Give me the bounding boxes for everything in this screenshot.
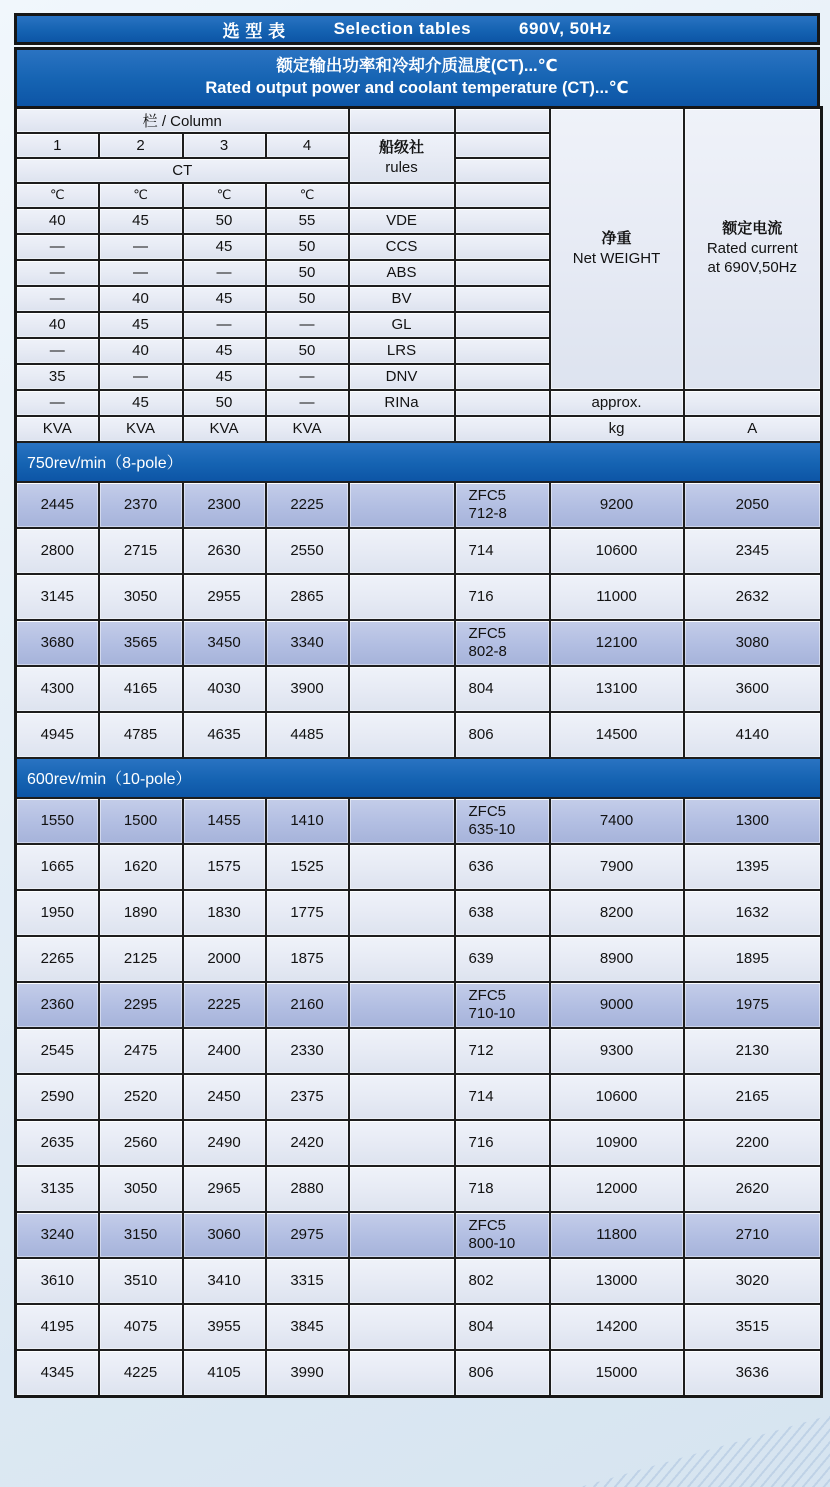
corner-hatch-decoration bbox=[580, 1415, 830, 1487]
kva-value-cell: 2560 bbox=[99, 1120, 183, 1166]
rules-col-blank-cell bbox=[349, 1028, 455, 1074]
section-band-row bbox=[16, 442, 822, 482]
kva-unit-cell: KVA bbox=[183, 416, 266, 442]
kva-value-cell: 2550 bbox=[266, 528, 349, 574]
column-number-cell: 3 bbox=[183, 133, 266, 158]
temp-cell: — bbox=[99, 364, 183, 390]
data-row bbox=[16, 982, 822, 1028]
class-rules-zh: 船级社 bbox=[379, 139, 425, 157]
net-weight-cell: 8200 bbox=[550, 890, 684, 936]
rules-col-blank-cell bbox=[349, 982, 455, 1028]
net-weight-cell: 8900 bbox=[550, 936, 684, 982]
data-row bbox=[16, 666, 822, 712]
kva-value-cell: 3410 bbox=[183, 1258, 266, 1304]
section-band-label: 750rev/min（8-pole） bbox=[16, 442, 822, 482]
kva-value-cell: 4785 bbox=[99, 712, 183, 758]
model-cell bbox=[455, 712, 550, 758]
model-line: ZFC5 bbox=[468, 487, 507, 505]
kva-value-cell: 2955 bbox=[183, 574, 266, 620]
society-rule-cell: ABS bbox=[349, 260, 455, 286]
kva-value-cell: 4075 bbox=[99, 1304, 183, 1350]
model-line: 712 bbox=[468, 1041, 494, 1059]
column-group-label: 栏 / Column bbox=[16, 107, 349, 133]
data-row bbox=[16, 1028, 822, 1074]
rated-current-cell: 2165 bbox=[684, 1074, 822, 1120]
society-temp-row bbox=[16, 390, 822, 416]
selection-table-page bbox=[14, 13, 820, 1398]
net-weight-cell: 12100 bbox=[550, 620, 684, 666]
temp-cell: 50 bbox=[183, 390, 266, 416]
kva-value-cell: 2880 bbox=[266, 1166, 349, 1212]
rated-current-en2: at 690V,50Hz bbox=[707, 259, 798, 277]
model-cell bbox=[455, 890, 550, 936]
kva-value-cell: 4485 bbox=[266, 712, 349, 758]
temp-cell: 50 bbox=[266, 286, 349, 312]
rated-current-cell: 3515 bbox=[684, 1304, 822, 1350]
model-line: ZFC5 bbox=[468, 803, 507, 821]
model-col-blank-cell bbox=[455, 416, 550, 442]
model-line: 714 bbox=[468, 1087, 494, 1105]
rated-current-cell: 3080 bbox=[684, 620, 822, 666]
model-line: 806 bbox=[468, 1363, 494, 1381]
rules-col-blank-cell bbox=[349, 1212, 455, 1258]
data-row bbox=[16, 1258, 822, 1304]
net-weight-cell: 15000 bbox=[550, 1350, 684, 1397]
data-row bbox=[16, 798, 822, 844]
model-cell bbox=[455, 1350, 550, 1397]
net-weight-en: Net WEIGHT bbox=[572, 249, 661, 267]
net-weight-cell: 7900 bbox=[550, 844, 684, 890]
temp-cell: — bbox=[183, 260, 266, 286]
temp-cell: — bbox=[266, 312, 349, 338]
rules-col-blank-cell bbox=[349, 1166, 455, 1212]
temp-cell: — bbox=[99, 234, 183, 260]
temp-cell: 45 bbox=[183, 338, 266, 364]
rules-col-blank-cell bbox=[349, 844, 455, 890]
temp-cell: 55 bbox=[266, 208, 349, 234]
temp-cell: 45 bbox=[183, 234, 266, 260]
model-line: 638 bbox=[468, 903, 494, 921]
rated-current-cell: 2620 bbox=[684, 1166, 822, 1212]
kva-value-cell: 2420 bbox=[266, 1120, 349, 1166]
temp-cell: 45 bbox=[99, 312, 183, 338]
data-row bbox=[16, 482, 822, 528]
kva-value-cell: 3150 bbox=[99, 1212, 183, 1258]
current-blank-cell bbox=[684, 390, 822, 416]
kva-value-cell: 3145 bbox=[16, 574, 99, 620]
data-row bbox=[16, 936, 822, 982]
kva-value-cell: 2360 bbox=[16, 982, 99, 1028]
temp-cell: — bbox=[99, 260, 183, 286]
net-weight-cell: 10900 bbox=[550, 1120, 684, 1166]
kva-value-cell: 4945 bbox=[16, 712, 99, 758]
model-line: 802-8 bbox=[468, 642, 507, 660]
kva-value-cell: 2975 bbox=[266, 1212, 349, 1258]
net-weight-cell: 9000 bbox=[550, 982, 684, 1028]
kva-value-cell: 3315 bbox=[266, 1258, 349, 1304]
kva-value-cell: 3135 bbox=[16, 1166, 99, 1212]
kva-value-cell: 4635 bbox=[183, 712, 266, 758]
rules-col-blank-cell bbox=[349, 1350, 455, 1397]
kva-value-cell: 4195 bbox=[16, 1304, 99, 1350]
kva-unit-row bbox=[16, 416, 822, 442]
data-row bbox=[16, 1166, 822, 1212]
model-line: 804 bbox=[468, 1317, 494, 1335]
model-line: 712-8 bbox=[468, 504, 507, 522]
kva-value-cell: 3680 bbox=[16, 620, 99, 666]
net-weight-cell: 9200 bbox=[550, 482, 684, 528]
society-rule-cell: VDE bbox=[349, 208, 455, 234]
celsius-unit-cell: ℃ bbox=[266, 183, 349, 208]
rated-current-cell: 1975 bbox=[684, 982, 822, 1028]
model-col-blank-cell bbox=[455, 364, 550, 390]
data-row bbox=[16, 620, 822, 666]
amp-unit-cell: A bbox=[684, 416, 822, 442]
kva-value-cell: 3050 bbox=[99, 1166, 183, 1212]
model-line: ZFC5 bbox=[468, 987, 507, 1005]
model-line: 636 bbox=[468, 857, 494, 875]
kva-value-cell: 1620 bbox=[99, 844, 183, 890]
caption-line-en: Rated output power and coolant temperature (CT)...℃ bbox=[205, 79, 629, 98]
title-en: Selection tables bbox=[333, 19, 472, 38]
model-line: 806 bbox=[468, 725, 494, 743]
section-band-label: 600rev/min（10-pole） bbox=[16, 758, 822, 798]
kva-value-cell: 2265 bbox=[16, 936, 99, 982]
temp-cell: 45 bbox=[183, 286, 266, 312]
model-cell bbox=[455, 936, 550, 982]
selection-table bbox=[14, 106, 823, 1398]
model-line: 802 bbox=[468, 1271, 494, 1289]
rules-col-blank-cell bbox=[349, 574, 455, 620]
kva-value-cell: 3340 bbox=[266, 620, 349, 666]
rated-current-cell: 2050 bbox=[684, 482, 822, 528]
rules-col-blank-cell bbox=[349, 1304, 455, 1350]
model-cell bbox=[455, 1258, 550, 1304]
model-cell bbox=[455, 1166, 550, 1212]
model-cell bbox=[455, 482, 550, 528]
title-bar bbox=[14, 13, 820, 45]
kva-value-cell: 1575 bbox=[183, 844, 266, 890]
rules-col-blank-cell bbox=[349, 936, 455, 982]
kva-value-cell: 2000 bbox=[183, 936, 266, 982]
model-line: 716 bbox=[468, 587, 494, 605]
rated-current-cell: 2200 bbox=[684, 1120, 822, 1166]
rated-current-header bbox=[684, 107, 822, 390]
society-rule-cell: GL bbox=[349, 312, 455, 338]
rated-current-cell: 3636 bbox=[684, 1350, 822, 1397]
kva-value-cell: 2450 bbox=[183, 1074, 266, 1120]
kva-unit-cell: KVA bbox=[266, 416, 349, 442]
rated-current-cell: 3600 bbox=[684, 666, 822, 712]
kva-value-cell: 2160 bbox=[266, 982, 349, 1028]
kva-value-cell: 3845 bbox=[266, 1304, 349, 1350]
kva-value-cell: 2520 bbox=[99, 1074, 183, 1120]
society-rule-cell: BV bbox=[349, 286, 455, 312]
rated-current-cell: 1632 bbox=[684, 890, 822, 936]
column-number-cell: 2 bbox=[99, 133, 183, 158]
rules-col-blank-cell bbox=[349, 890, 455, 936]
kva-value-cell: 3900 bbox=[266, 666, 349, 712]
rules-col-blank-cell bbox=[349, 482, 455, 528]
rated-current-cell: 2710 bbox=[684, 1212, 822, 1258]
net-weight-cell: 7400 bbox=[550, 798, 684, 844]
data-row bbox=[16, 528, 822, 574]
kva-value-cell: 1890 bbox=[99, 890, 183, 936]
rated-current-cell: 2632 bbox=[684, 574, 822, 620]
kg-unit-cell: kg bbox=[550, 416, 684, 442]
net-weight-zh: 净重 bbox=[601, 230, 632, 248]
society-rule-cell: LRS bbox=[349, 338, 455, 364]
model-col-blank-cell bbox=[455, 107, 550, 133]
class-rules-header bbox=[349, 133, 455, 183]
rules-col-blank-cell bbox=[349, 107, 455, 133]
temp-cell: 50 bbox=[266, 338, 349, 364]
rated-current-cell: 2345 bbox=[684, 528, 822, 574]
model-col-blank-cell bbox=[455, 208, 550, 234]
model-line: 710-10 bbox=[468, 1004, 516, 1022]
kva-value-cell: 2475 bbox=[99, 1028, 183, 1074]
temp-cell: 50 bbox=[183, 208, 266, 234]
kva-value-cell: 3955 bbox=[183, 1304, 266, 1350]
kva-value-cell: 4165 bbox=[99, 666, 183, 712]
kva-value-cell: 4030 bbox=[183, 666, 266, 712]
kva-value-cell: 3240 bbox=[16, 1212, 99, 1258]
kva-unit-cell: KVA bbox=[99, 416, 183, 442]
temp-cell: 40 bbox=[16, 312, 99, 338]
rules-col-blank-cell bbox=[349, 1258, 455, 1304]
data-row bbox=[16, 1120, 822, 1166]
model-col-blank-cell bbox=[455, 286, 550, 312]
model-col-blank-cell bbox=[455, 133, 550, 158]
net-weight-header bbox=[550, 107, 684, 390]
temp-cell: — bbox=[16, 260, 99, 286]
society-rule-cell: RINa bbox=[349, 390, 455, 416]
rated-current-en1: Rated current bbox=[706, 239, 798, 257]
model-col-blank-cell bbox=[455, 158, 550, 183]
model-cell bbox=[455, 666, 550, 712]
kva-value-cell: 4105 bbox=[183, 1350, 266, 1397]
temp-cell: — bbox=[16, 390, 99, 416]
model-line: 714 bbox=[468, 541, 494, 559]
kva-value-cell: 1455 bbox=[183, 798, 266, 844]
model-cell bbox=[455, 528, 550, 574]
kva-value-cell: 2800 bbox=[16, 528, 99, 574]
model-line: 639 bbox=[468, 949, 494, 967]
rules-col-blank-cell bbox=[349, 666, 455, 712]
rules-col-blank-cell bbox=[349, 1120, 455, 1166]
kva-value-cell: 3060 bbox=[183, 1212, 266, 1258]
kva-unit-cell: KVA bbox=[16, 416, 99, 442]
temp-cell: — bbox=[266, 390, 349, 416]
net-weight-cell: 10600 bbox=[550, 528, 684, 574]
model-cell bbox=[455, 620, 550, 666]
kva-value-cell: 2490 bbox=[183, 1120, 266, 1166]
temp-cell: 45 bbox=[99, 208, 183, 234]
data-row bbox=[16, 1212, 822, 1258]
kva-value-cell: 2330 bbox=[266, 1028, 349, 1074]
model-cell bbox=[455, 1074, 550, 1120]
model-col-blank-cell bbox=[455, 183, 550, 208]
net-weight-cell: 14200 bbox=[550, 1304, 684, 1350]
model-line: 804 bbox=[468, 679, 494, 697]
title-zh: 选 型 表 bbox=[222, 21, 286, 41]
temp-cell: 35 bbox=[16, 364, 99, 390]
model-line: 718 bbox=[468, 1179, 494, 1197]
model-line: 635-10 bbox=[468, 820, 516, 838]
kva-value-cell: 1875 bbox=[266, 936, 349, 982]
column-number-cell: 4 bbox=[266, 133, 349, 158]
temp-cell: 45 bbox=[99, 390, 183, 416]
society-rule-cell: CCS bbox=[349, 234, 455, 260]
rules-col-blank-cell bbox=[349, 528, 455, 574]
kva-value-cell: 2300 bbox=[183, 482, 266, 528]
celsius-unit-cell: ℃ bbox=[16, 183, 99, 208]
kva-value-cell: 3450 bbox=[183, 620, 266, 666]
model-cell bbox=[455, 1304, 550, 1350]
model-cell bbox=[455, 1028, 550, 1074]
rated-current-cell: 3020 bbox=[684, 1258, 822, 1304]
rules-col-blank-cell bbox=[349, 416, 455, 442]
kva-value-cell: 2375 bbox=[266, 1074, 349, 1120]
kva-value-cell: 1950 bbox=[16, 890, 99, 936]
kva-value-cell: 3510 bbox=[99, 1258, 183, 1304]
kva-value-cell: 2545 bbox=[16, 1028, 99, 1074]
temp-cell: — bbox=[183, 312, 266, 338]
kva-value-cell: 2965 bbox=[183, 1166, 266, 1212]
model-cell bbox=[455, 1120, 550, 1166]
kva-value-cell: 2125 bbox=[99, 936, 183, 982]
kva-value-cell: 1665 bbox=[16, 844, 99, 890]
column-number-cell: 1 bbox=[16, 133, 99, 158]
kva-value-cell: 2445 bbox=[16, 482, 99, 528]
model-col-blank-cell bbox=[455, 234, 550, 260]
ct-label: CT bbox=[16, 158, 349, 183]
kva-value-cell: 3610 bbox=[16, 1258, 99, 1304]
kva-value-cell: 2295 bbox=[99, 982, 183, 1028]
kva-value-cell: 2715 bbox=[99, 528, 183, 574]
kva-value-cell: 4345 bbox=[16, 1350, 99, 1397]
rules-col-blank-cell bbox=[349, 1074, 455, 1120]
rated-current-cell: 4140 bbox=[684, 712, 822, 758]
model-line: 716 bbox=[468, 1133, 494, 1151]
celsius-unit-cell: ℃ bbox=[99, 183, 183, 208]
title-voltage-spec: 690V, 50Hz bbox=[519, 19, 612, 38]
class-rules-en: rules bbox=[385, 158, 418, 176]
net-weight-cell: 11000 bbox=[550, 574, 684, 620]
rated-current-cell: 2130 bbox=[684, 1028, 822, 1074]
model-cell bbox=[455, 982, 550, 1028]
model-cell bbox=[455, 574, 550, 620]
table-caption-block bbox=[14, 47, 820, 106]
kva-value-cell: 3565 bbox=[99, 620, 183, 666]
rules-col-blank-cell bbox=[349, 183, 455, 208]
data-row bbox=[16, 844, 822, 890]
temp-cell: — bbox=[16, 286, 99, 312]
kva-value-cell: 2400 bbox=[183, 1028, 266, 1074]
kva-value-cell: 1500 bbox=[99, 798, 183, 844]
model-line: ZFC5 bbox=[468, 625, 507, 643]
data-row bbox=[16, 890, 822, 936]
net-weight-cell: 13100 bbox=[550, 666, 684, 712]
data-row bbox=[16, 1304, 822, 1350]
kva-value-cell: 2225 bbox=[266, 482, 349, 528]
kva-value-cell: 3990 bbox=[266, 1350, 349, 1397]
model-cell bbox=[455, 1212, 550, 1258]
column-group-row bbox=[16, 107, 822, 133]
rules-col-blank-cell bbox=[349, 620, 455, 666]
kva-value-cell: 3050 bbox=[99, 574, 183, 620]
net-weight-cell: 12000 bbox=[550, 1166, 684, 1212]
data-row bbox=[16, 1074, 822, 1120]
weight-approx-cell: approx. bbox=[550, 390, 684, 416]
data-row bbox=[16, 712, 822, 758]
temp-cell: 50 bbox=[266, 234, 349, 260]
model-col-blank-cell bbox=[455, 260, 550, 286]
temp-cell: — bbox=[16, 338, 99, 364]
kva-value-cell: 4300 bbox=[16, 666, 99, 712]
kva-value-cell: 1410 bbox=[266, 798, 349, 844]
kva-value-cell: 1550 bbox=[16, 798, 99, 844]
temp-cell: 40 bbox=[16, 208, 99, 234]
model-col-blank-cell bbox=[455, 312, 550, 338]
kva-value-cell: 2865 bbox=[266, 574, 349, 620]
kva-value-cell: 4225 bbox=[99, 1350, 183, 1397]
kva-value-cell: 1525 bbox=[266, 844, 349, 890]
net-weight-cell: 10600 bbox=[550, 1074, 684, 1120]
model-line: ZFC5 bbox=[468, 1217, 507, 1235]
temp-cell: 40 bbox=[99, 338, 183, 364]
celsius-unit-cell: ℃ bbox=[183, 183, 266, 208]
data-row bbox=[16, 1350, 822, 1397]
net-weight-cell: 11800 bbox=[550, 1212, 684, 1258]
rated-current-cell: 1895 bbox=[684, 936, 822, 982]
kva-value-cell: 2635 bbox=[16, 1120, 99, 1166]
kva-value-cell: 2590 bbox=[16, 1074, 99, 1120]
temp-cell: 40 bbox=[99, 286, 183, 312]
kva-value-cell: 1775 bbox=[266, 890, 349, 936]
temp-cell: 50 bbox=[266, 260, 349, 286]
net-weight-cell: 14500 bbox=[550, 712, 684, 758]
model-col-blank-cell bbox=[455, 390, 550, 416]
model-col-blank-cell bbox=[455, 338, 550, 364]
temp-cell: — bbox=[16, 234, 99, 260]
rules-col-blank-cell bbox=[349, 798, 455, 844]
rated-current-cell: 1300 bbox=[684, 798, 822, 844]
society-rule-cell: DNV bbox=[349, 364, 455, 390]
section-band-row bbox=[16, 758, 822, 798]
temp-cell: 45 bbox=[183, 364, 266, 390]
net-weight-cell: 13000 bbox=[550, 1258, 684, 1304]
temp-cell: — bbox=[266, 364, 349, 390]
rated-current-zh: 额定电流 bbox=[722, 220, 783, 238]
caption-line-zh: 额定输出功率和冷却介质温度(CT)...℃ bbox=[276, 57, 558, 75]
model-line: 800-10 bbox=[468, 1234, 516, 1252]
net-weight-cell: 9300 bbox=[550, 1028, 684, 1074]
model-cell bbox=[455, 844, 550, 890]
kva-value-cell: 2225 bbox=[183, 982, 266, 1028]
data-row bbox=[16, 574, 822, 620]
kva-value-cell: 1830 bbox=[183, 890, 266, 936]
kva-value-cell: 2630 bbox=[183, 528, 266, 574]
model-cell bbox=[455, 798, 550, 844]
rules-col-blank-cell bbox=[349, 712, 455, 758]
kva-value-cell: 2370 bbox=[99, 482, 183, 528]
rated-current-cell: 1395 bbox=[684, 844, 822, 890]
